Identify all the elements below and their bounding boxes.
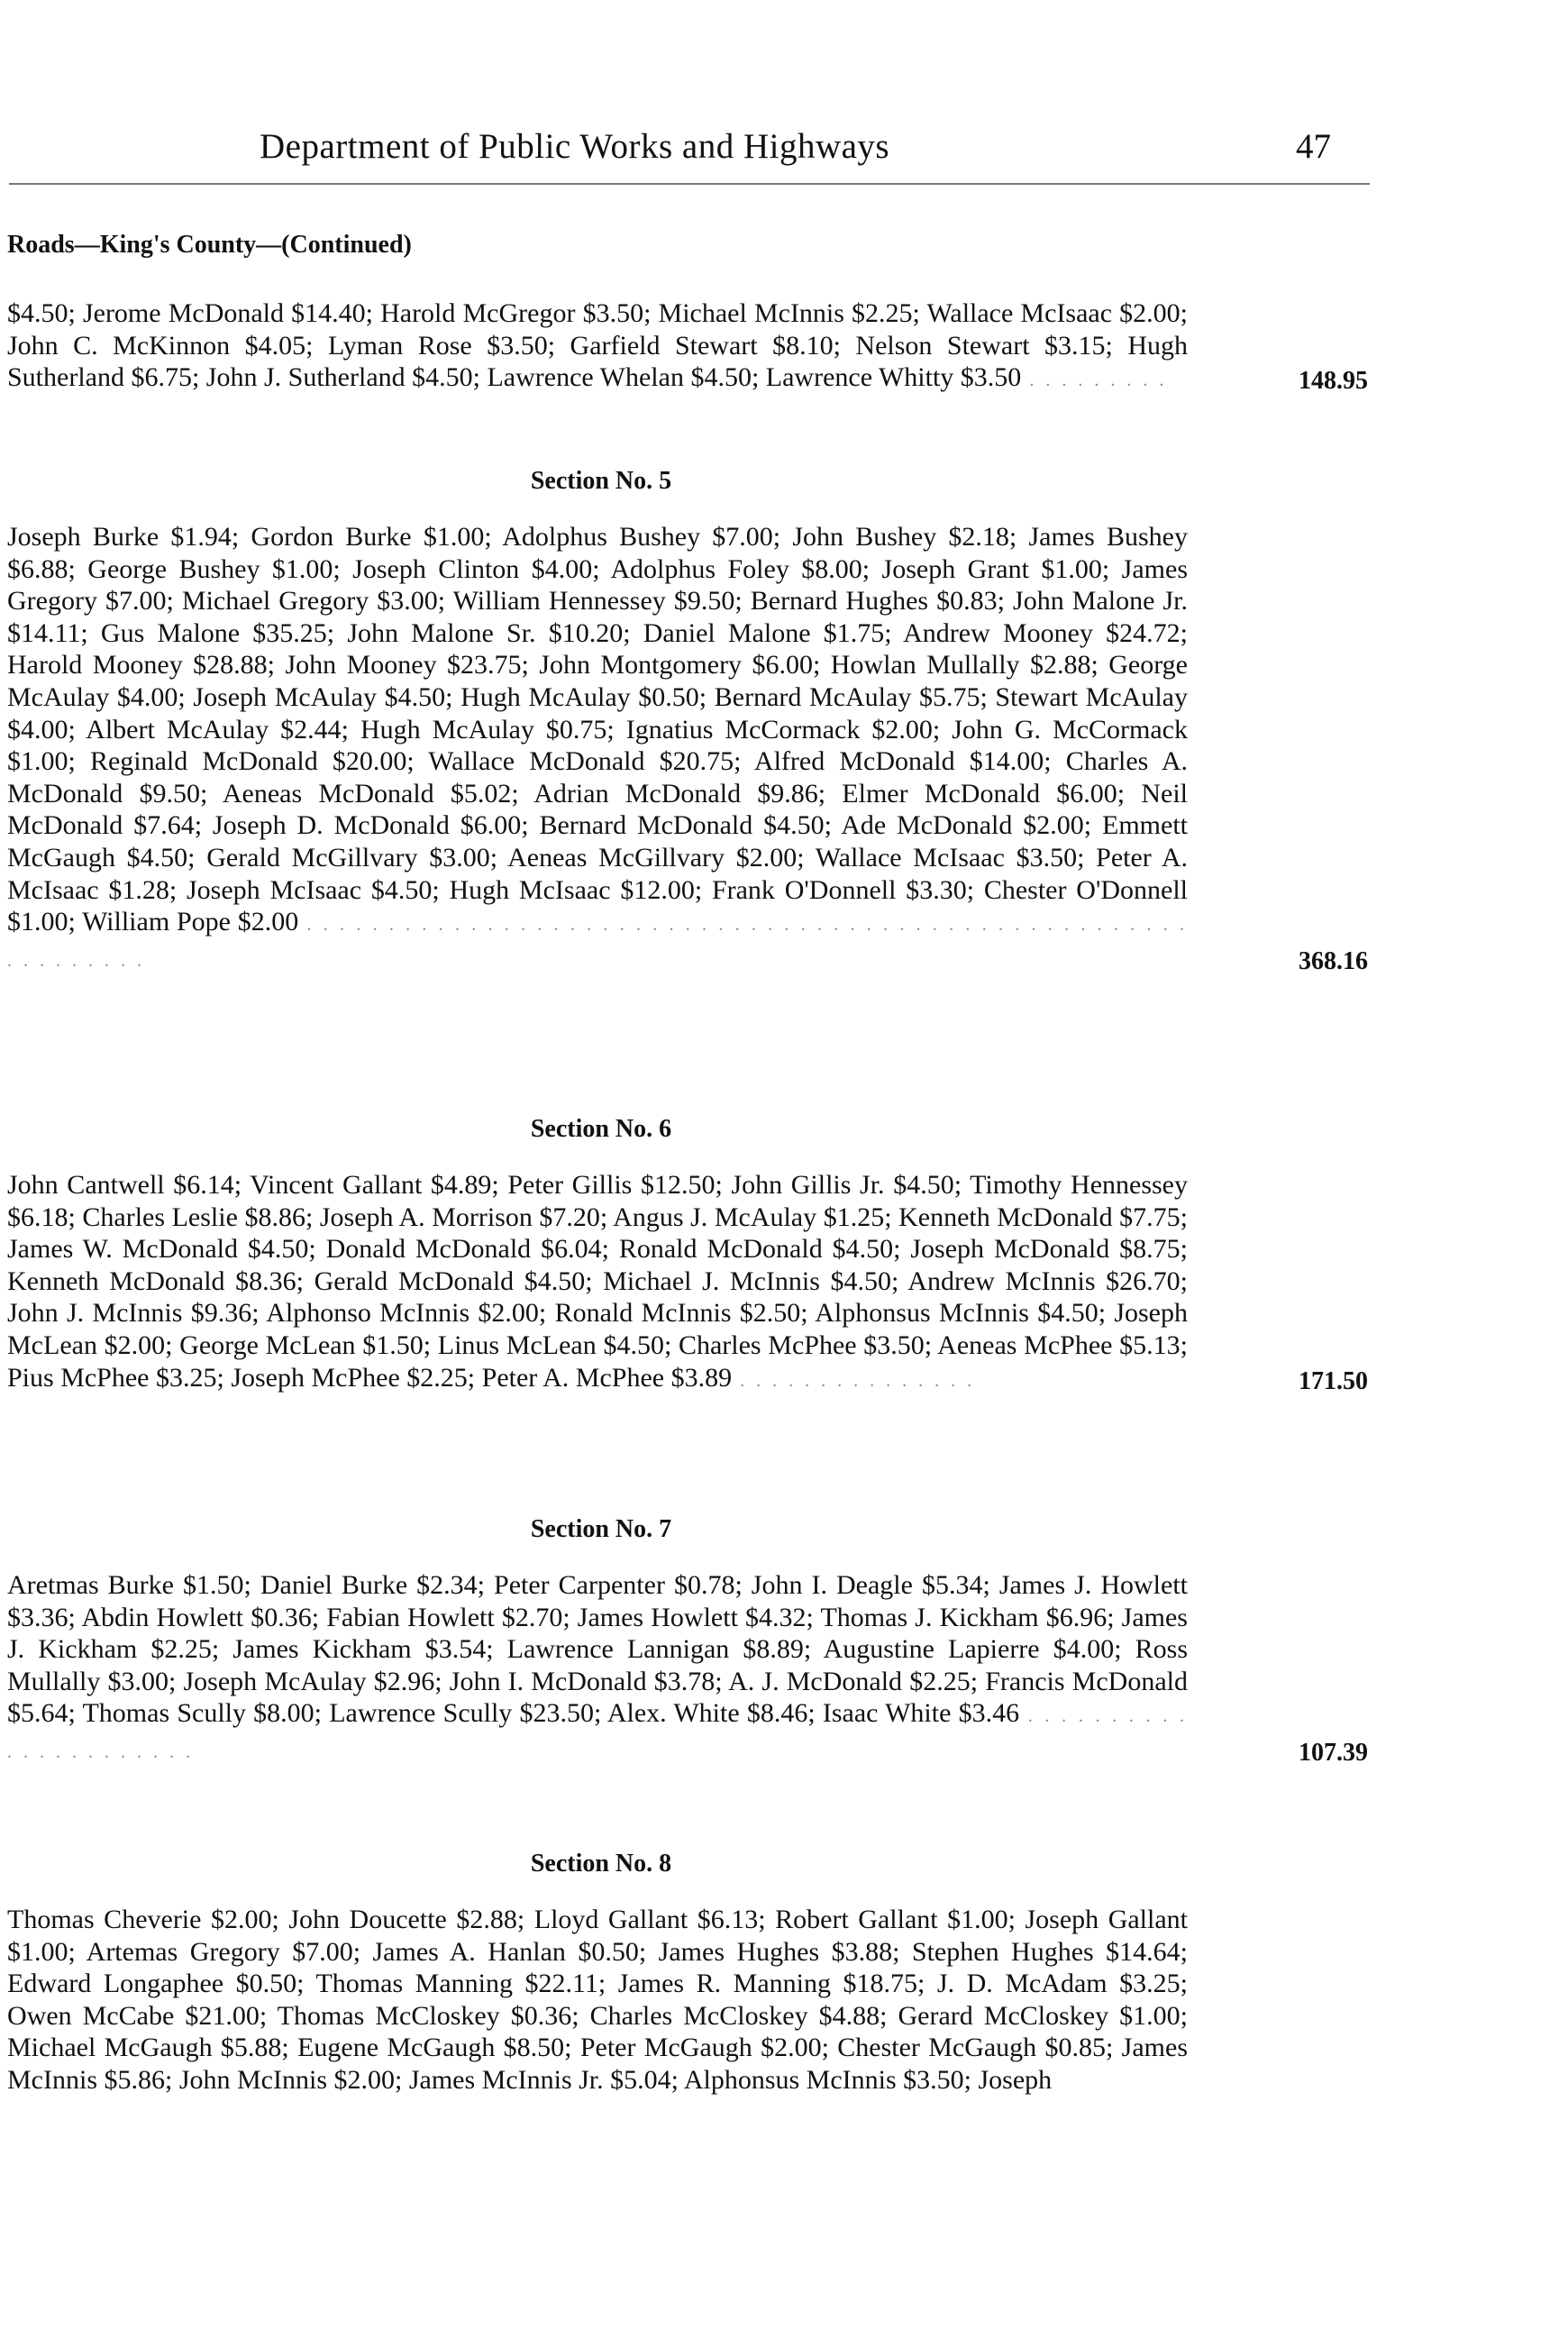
- header-rule: [9, 183, 1370, 185]
- section-payees: John Cantwell $6.14; Vincent Gallant $4.89; Peter Gillis $12.50; John Gillis Jr. $4.50; Timothy Hennessey $6.18; Charles Leslie $8.86; Joseph A. Morrison $7.20; Angus J. McAulay $1.25; Kenneth McDonald $7.75; James W. McDonald $4.50; Donald McDonald $6.04; Ronald McDonald $4.50; Joseph McDonald $8.75; Kenneth McDonald $8.36; Gerald McDonald $4.50; Michael J. McInnis $4.50; Andrew McInnis $26.70; John J. McInnis $9.36; Alphonso McInnis $2.00; Ronald McInnis $2.50; Alphonsus McInnis $4.50; Joseph McLean $2.00; George McLean $1.50; Linus McLean $4.50; Charles McPhee $3.50; Aeneas McPhee $5.13; Pius McPhee $3.25; Joseph McPhee $2.25; Peter A. McPhee $3.89: [7, 1170, 1188, 1393]
- section-entry-text: [7, 1904, 1188, 2097]
- section-payees: Thomas Cheverie $2.00; John Doucette $2.88; Lloyd Gallant $6.13; Robert Gallant $1.00; Joseph Gallant $1.00; Artemas Gregory $7.00; James A. Hanlan $0.50; James Hughes $3.88; Stephen Hughes $14.64; Edward Longaphee $0.50; Thomas Manning $22.11; James R. Manning $18.75; J. D. McAdam $3.25; Owen McCabe $21.00; Thomas McCloskey $0.36; Charles McCloskey $4.88; Gerard McCloskey $1.00; Michael McGaugh $5.88; Eugene McGaugh $8.50; Peter McGaugh $2.00; Chester McGaugh $0.85; James McInnis $5.86; John McInnis $2.00; James McInnis Jr. $5.04; Alphonsus McInnis $3.50; Joseph: [7, 1905, 1188, 2095]
- section-6: [7, 1115, 1370, 1397]
- section-total: 107.39: [1299, 1738, 1368, 1767]
- dot-leader: . . . . . . . . .: [1021, 370, 1168, 391]
- section-7: [7, 1515, 1370, 1769]
- dot-leader: . . . . . . . . . . . . . . . . . . . . . . . . . . . . . . . . . . . . . . . . . . . . . . . . . . . . . . . . . . . . . . .: [7, 915, 1188, 971]
- dot-leader: . . . . . . . . . . . . . . .: [732, 1370, 976, 1391]
- page-header: [0, 126, 1370, 189]
- section-total: 368.16: [1299, 946, 1368, 975]
- section-payees: Aretmas Burke $1.50; Daniel Burke $2.34; Peter Carpenter $0.78; John I. Deagle $5.34; James J. Howlett $3.36; Abdin Howlett $0.36; Fabian Howlett $2.70; James Howlett $4.32; Thomas J. Kickham $6.96; James J. Kickham $2.25; James Kickham $3.54; Lawrence Lannigan $8.89; Augustine Lapierre $4.00; Ross Mullally $3.00; Joseph McAulay $2.96; John I. McDonald $3.78; A. J. McDonald $2.25; Francis McDonald $5.64; Thomas Scully $8.00; Lawrence Scully $23.50; Alex. White $8.46; Isaac White $3.46: [7, 1570, 1188, 1729]
- section-5: [7, 467, 1370, 977]
- section-row: [7, 1169, 1370, 1397]
- section-title: Section No. 8: [530, 1850, 672, 1878]
- running-title: Department of Public Works and Highways: [260, 127, 890, 166]
- section-entry-text: [7, 521, 1188, 977]
- section-title: Section No. 6: [530, 1115, 672, 1143]
- continued-subheading: Roads—King's County—(Continued): [7, 231, 412, 259]
- continuation-row: [7, 297, 1370, 397]
- continuation-total: 148.95: [1299, 367, 1368, 396]
- section-row: [7, 521, 1370, 977]
- section-total: 171.50: [1299, 1366, 1368, 1395]
- section-payees: Joseph Burke $1.94; Gordon Burke $1.00; Adolphus Bushey $7.00; John Bushey $2.18; James Bushey $6.88; George Bushey $1.00; Joseph Clinton $4.00; Adolphus Foley $8.00; Joseph Grant $1.00; James Gregory $7.00; Michael Gregory $3.00; William Hennessey $9.50; Bernard Hughes $0.83; John Malone Jr. $14.11; Gus Malone $35.25; John Malone Sr. $10.20; Daniel Malone $1.75; Andrew Mooney $24.72; Harold Mooney $28.88; John Mooney $23.75; John Montgomery $6.00; Howlan Mullally $2.88; George McAulay $4.00; Joseph McAulay $4.50; Hugh McAulay $0.50; Bernard McAulay $5.75; Stewart McAulay $4.00; Albert McAulay $2.44; Hugh McAulay $0.75; Ignatius McCormack $2.00; John G. McCormack $1.00; Reginald McDonald $20.00; Wallace McDonald $20.75; Alfred McDonald $14.00; Charles A. McDonald $9.50; Aeneas McDonald $5.02; Adrian McDonald $9.86; Elmer McDonald $6.00; Neil McDonald $7.64; Joseph D. McDonald $6.00; Bernard McDonald $4.50; Ade McDonald $2.00; Emmett McGaugh $4.50; Gerald McGillvary $3.00; Aeneas McGillvary $2.00; Wallace McIsaac $3.50; Peter A. McIsaac $1.28; Joseph McIsaac $4.50; Hugh McIsaac $12.00; Frank O'Donnell $3.30; Chester O'Donnell $1.00; William Pope $2.00: [7, 522, 1188, 937]
- section-row: [7, 1569, 1370, 1769]
- dot-leader: . . . . . . . . . . . . . . . . . . . . . .: [7, 1706, 1189, 1762]
- section-title: Section No. 5: [530, 467, 672, 495]
- section-row: [7, 1904, 1370, 2097]
- section-entry-text: [7, 1569, 1188, 1769]
- page-number: 47: [1296, 127, 1331, 166]
- continuation-entry-text: [7, 297, 1188, 397]
- section-8: [7, 1850, 1370, 2097]
- continuation-block: [7, 297, 1370, 397]
- section-entry-text: [7, 1169, 1188, 1397]
- section-title: Section No. 7: [530, 1515, 672, 1543]
- continuation-payees: $4.50; Jerome McDonald $14.40; Harold McGregor $3.50; Michael McInnis $2.25; Wallace McIsaac $2.00; John C. McKinnon $4.05; Lyman Rose $3.50; Garfield Stewart $8.10; Nelson Stewart $3.15; Hugh Sutherland $6.75; John J. Sutherland $4.50; Lawrence Whelan $4.50; Lawrence Whitty $3.50: [7, 298, 1188, 393]
